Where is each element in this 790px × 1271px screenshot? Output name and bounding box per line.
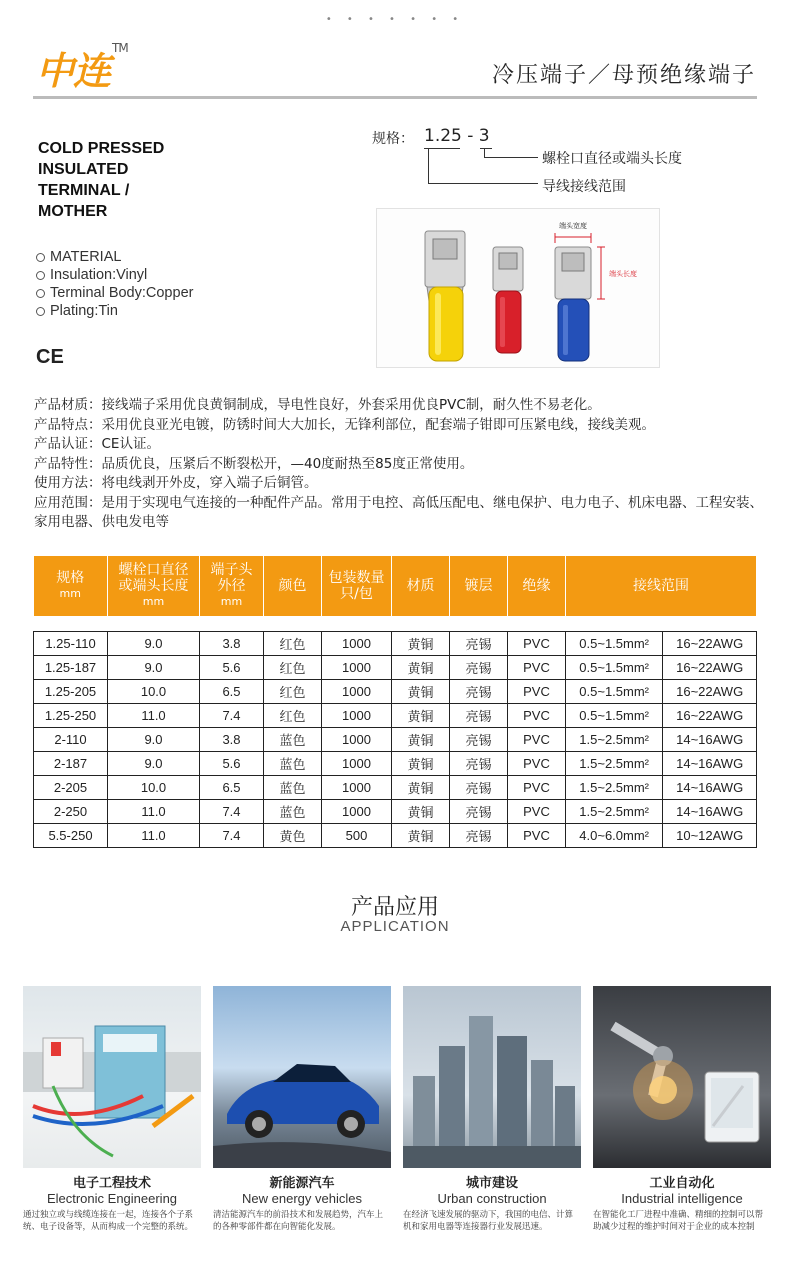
- desc-line: 应用范围：是用于实现电气连接的一种配件产品。常用于电控、高低压配电、继电保护、电力电子、机床电器、工程安装、家用电器、供电发电等: [34, 494, 763, 530]
- spec-connector-2h: [428, 183, 538, 184]
- spec-note-wire: 导线接线范围: [542, 179, 626, 195]
- table-cell: 5.5-250: [34, 823, 108, 847]
- english-title-line: TERMINAL /: [38, 182, 130, 199]
- table-cell: 黄色: [264, 823, 322, 847]
- table-row: [34, 631, 757, 655]
- header-divider: [33, 96, 757, 99]
- table-cell: 亮锡: [450, 631, 508, 655]
- spec-connector-1h: [484, 157, 538, 158]
- bullet-icon: [36, 271, 45, 280]
- car-image: [213, 986, 391, 1168]
- application-text: 在经济飞速发展的驱动下，我国的电信、计算机和家用电器等连接器行业发展迅速。: [403, 1210, 574, 1232]
- table-row: [34, 703, 757, 727]
- application-cn: 城市建设: [465, 1176, 518, 1191]
- table-cell: 蓝色: [264, 775, 322, 799]
- header-cell: 包装数量 只/包: [322, 556, 392, 616]
- table-cell: 黄铜: [392, 655, 450, 679]
- table-cell: 红色: [264, 679, 322, 703]
- spec-underline-1: [424, 148, 460, 149]
- table-cell: 蓝色: [264, 727, 322, 751]
- application-en: Urban construction: [437, 1191, 547, 1206]
- table-cell: 4.0~6.0mm²: [566, 823, 663, 847]
- table-cell: 10.0: [108, 775, 200, 799]
- material-item: Plating:Tin: [50, 303, 118, 319]
- table-cell: 红色: [264, 631, 322, 655]
- table-cell: 16~22AWG: [663, 631, 757, 655]
- page-title: 冷压端子／母预绝缘端子: [491, 63, 756, 88]
- top-dots: • • • • • • •: [325, 14, 465, 25]
- english-title: [38, 138, 164, 222]
- application-grid: [23, 986, 771, 1233]
- table-row: [34, 775, 757, 799]
- table-cell: 14~16AWG: [663, 775, 757, 799]
- table-cell: 1.25-110: [34, 631, 108, 655]
- table-row: [34, 751, 757, 775]
- desc-line: 产品材质：接线端子采用优良黄铜制成，导电性良好，外套采用优良PVC制，耐久性不易老化。: [34, 397, 601, 413]
- table-cell: 亮锡: [450, 655, 508, 679]
- table-cell: 2-110: [34, 727, 108, 751]
- table-cell: 10~12AWG: [663, 823, 757, 847]
- bullet-icon: [36, 253, 45, 262]
- header-cell: 接线范围: [566, 556, 757, 616]
- table-row: [34, 727, 757, 751]
- table-cell: 7.4: [200, 823, 264, 847]
- product-photo: [376, 208, 660, 368]
- table-cell: PVC: [508, 703, 566, 727]
- application-en: New energy vehicles: [242, 1191, 362, 1206]
- table-cell: 5.6: [200, 751, 264, 775]
- application-card: [403, 986, 581, 1233]
- desc-line: 产品认证：CE认证。: [34, 436, 160, 452]
- trademark-mark: TM: [112, 41, 128, 56]
- bullet-icon: [36, 307, 45, 316]
- spec-connector-2: [428, 148, 429, 184]
- table-cell: 1.5~2.5mm²: [566, 727, 663, 751]
- table-cell: 亮锡: [450, 775, 508, 799]
- table-row: [34, 679, 757, 703]
- table-gap: [34, 616, 757, 631]
- table-cell: 1000: [322, 799, 392, 823]
- material-list: [36, 248, 193, 320]
- table-cell: PVC: [508, 775, 566, 799]
- table-cell: 1.5~2.5mm²: [566, 751, 663, 775]
- table-cell: 14~16AWG: [663, 727, 757, 751]
- table-cell: 1000: [322, 631, 392, 655]
- table-cell: 黄铜: [392, 631, 450, 655]
- table-row: [34, 655, 757, 679]
- table-cell: 黄铜: [392, 703, 450, 727]
- table-cell: 亮锡: [450, 823, 508, 847]
- length-label: 端头长度: [609, 270, 637, 278]
- table-row: [34, 823, 757, 847]
- table-cell: 16~22AWG: [663, 703, 757, 727]
- electronics-image: [23, 986, 201, 1168]
- header-cell: 材质: [392, 556, 450, 616]
- table-cell: 500: [322, 823, 392, 847]
- application-en: Electronic Engineering: [46, 1191, 178, 1206]
- table-cell: 5.6: [200, 655, 264, 679]
- application-en: Industrial intelligence: [621, 1191, 743, 1206]
- table-cell: 6.5: [200, 679, 264, 703]
- header-cell: 端子头 外径 mm: [200, 556, 264, 616]
- table-cell: 蓝色: [264, 751, 322, 775]
- application-text: 通过独立或与线缆连接在一起，连接各个子系统、电子设备等，从而构成一个完整的系统。: [23, 1210, 194, 1232]
- material-heading: MATERIAL: [50, 249, 122, 265]
- material-item: Terminal Body:Copper: [50, 285, 194, 301]
- table-cell: 6.5: [200, 775, 264, 799]
- table-cell: 黄铜: [392, 751, 450, 775]
- application-cn: 新能源汽车: [269, 1176, 335, 1191]
- desc-line: 产品特性：品质优良，压紧后不断裂松开，—40度耐热至85度正常使用。: [34, 455, 474, 472]
- table-cell: 9.0: [108, 727, 200, 751]
- table-cell: 1.5~2.5mm²: [566, 775, 663, 799]
- spec-underline-2: [480, 148, 492, 149]
- table-cell: 红色: [264, 703, 322, 727]
- table-cell: PVC: [508, 631, 566, 655]
- terminals-illustration: [377, 209, 661, 369]
- table-cell: 0.5~1.5mm²: [566, 655, 663, 679]
- table-cell: 黄铜: [392, 679, 450, 703]
- bullet-icon: [36, 289, 45, 298]
- english-title-line: INSULATED: [38, 161, 129, 178]
- application-card: [593, 986, 771, 1233]
- spec-table: [33, 556, 757, 848]
- table-cell: PVC: [508, 679, 566, 703]
- brand-logo: [36, 40, 126, 95]
- table-cell: 1000: [322, 775, 392, 799]
- table-cell: 7.4: [200, 799, 264, 823]
- table-cell: 黄铜: [392, 775, 450, 799]
- table-cell: 14~16AWG: [663, 799, 757, 823]
- application-cn: 工业自动化: [649, 1176, 715, 1191]
- table-cell: 11.0: [108, 823, 200, 847]
- width-label: 端头宽度: [559, 222, 587, 230]
- table-cell: 16~22AWG: [663, 679, 757, 703]
- table-cell: PVC: [508, 823, 566, 847]
- header-cell: 镀层: [450, 556, 508, 616]
- table-row: [34, 799, 757, 823]
- table-cell: 亮锡: [450, 751, 508, 775]
- table-cell: 16~22AWG: [663, 655, 757, 679]
- table-cell: 红色: [264, 655, 322, 679]
- table-cell: 亮锡: [450, 703, 508, 727]
- spec-label: 规格：: [372, 131, 414, 147]
- industrial-image: [593, 986, 771, 1168]
- table-cell: 2-187: [34, 751, 108, 775]
- table-cell: 0.5~1.5mm²: [566, 679, 663, 703]
- table-cell: PVC: [508, 655, 566, 679]
- table-cell: 黄铜: [392, 727, 450, 751]
- table-cell: 蓝色: [264, 799, 322, 823]
- header-cell: 螺栓口直径 或端头长度 mm: [108, 556, 200, 616]
- application-card: [23, 986, 201, 1233]
- table-cell: 0.5~1.5mm²: [566, 631, 663, 655]
- application-title: 产品应用: [350, 895, 439, 920]
- table-cell: 亮锡: [450, 679, 508, 703]
- desc-line: 产品特点：采用优良亚光电镀，防锈时间大大加长，无锋利部位，配套端子钳即可压紧电线，接线美观。: [34, 416, 655, 433]
- application-text: 在智能化工厂进程中准确、精细的控制可以帮助减少过程的维护时间对于企业的成本控制: [593, 1210, 764, 1232]
- desc-line: 使用方法：将电线剥开外皮，穿入端子后铜管。: [34, 475, 318, 491]
- table-cell: 1.25-205: [34, 679, 108, 703]
- header-cell: 规格 mm: [34, 556, 108, 616]
- table-cell: 1000: [322, 751, 392, 775]
- english-title-line: MOTHER: [38, 203, 108, 220]
- table-cell: 7.4: [200, 703, 264, 727]
- table-cell: 11.0: [108, 703, 200, 727]
- material-item: Insulation:Vinyl: [50, 267, 148, 283]
- english-title-line: COLD PRESSED: [38, 140, 165, 157]
- application-text: 清洁能源汽车的前沿技术和发展趋势，汽车上的各种零部件都在向智能化发展。: [213, 1210, 384, 1232]
- table-cell: 1000: [322, 679, 392, 703]
- city-image: [403, 986, 581, 1168]
- table-cell: PVC: [508, 799, 566, 823]
- table-cell: 亮锡: [450, 727, 508, 751]
- table-cell: 9.0: [108, 751, 200, 775]
- header-cell: 颜色: [264, 556, 322, 616]
- table-cell: 11.0: [108, 799, 200, 823]
- table-cell: 黄铜: [392, 799, 450, 823]
- ce-mark: CE: [36, 346, 64, 368]
- table-cell: 3.8: [200, 727, 264, 751]
- spec-diagram: [372, 124, 752, 204]
- table-cell: 2-205: [34, 775, 108, 799]
- table-cell: PVC: [508, 751, 566, 775]
- application-subtitle: APPLICATION: [340, 918, 450, 935]
- header-cell: 绝缘: [508, 556, 566, 616]
- brand-name: 中连: [36, 49, 111, 93]
- table-cell: 2-250: [34, 799, 108, 823]
- table-cell: 0.5~1.5mm²: [566, 703, 663, 727]
- table-cell: PVC: [508, 727, 566, 751]
- spec-note-stud: 螺栓口直径或端头长度: [542, 151, 682, 167]
- table-header-row: [34, 556, 757, 616]
- table-cell: 1000: [322, 703, 392, 727]
- application-cn: 电子工程技术: [72, 1176, 151, 1191]
- table-cell: 亮锡: [450, 799, 508, 823]
- table-cell: 1000: [322, 655, 392, 679]
- table-cell: 9.0: [108, 655, 200, 679]
- product-description: [34, 396, 764, 533]
- table-cell: 1.25-250: [34, 703, 108, 727]
- table-cell: 1000: [322, 727, 392, 751]
- table-cell: 3.8: [200, 631, 264, 655]
- spec-code: 1.25 - 3: [424, 126, 490, 146]
- application-card: [213, 986, 391, 1233]
- table-cell: 黄铜: [392, 823, 450, 847]
- table-cell: 10.0: [108, 679, 200, 703]
- table-cell: 9.0: [108, 631, 200, 655]
- table-cell: 14~16AWG: [663, 751, 757, 775]
- table-cell: 1.25-187: [34, 655, 108, 679]
- table-cell: 1.5~2.5mm²: [566, 799, 663, 823]
